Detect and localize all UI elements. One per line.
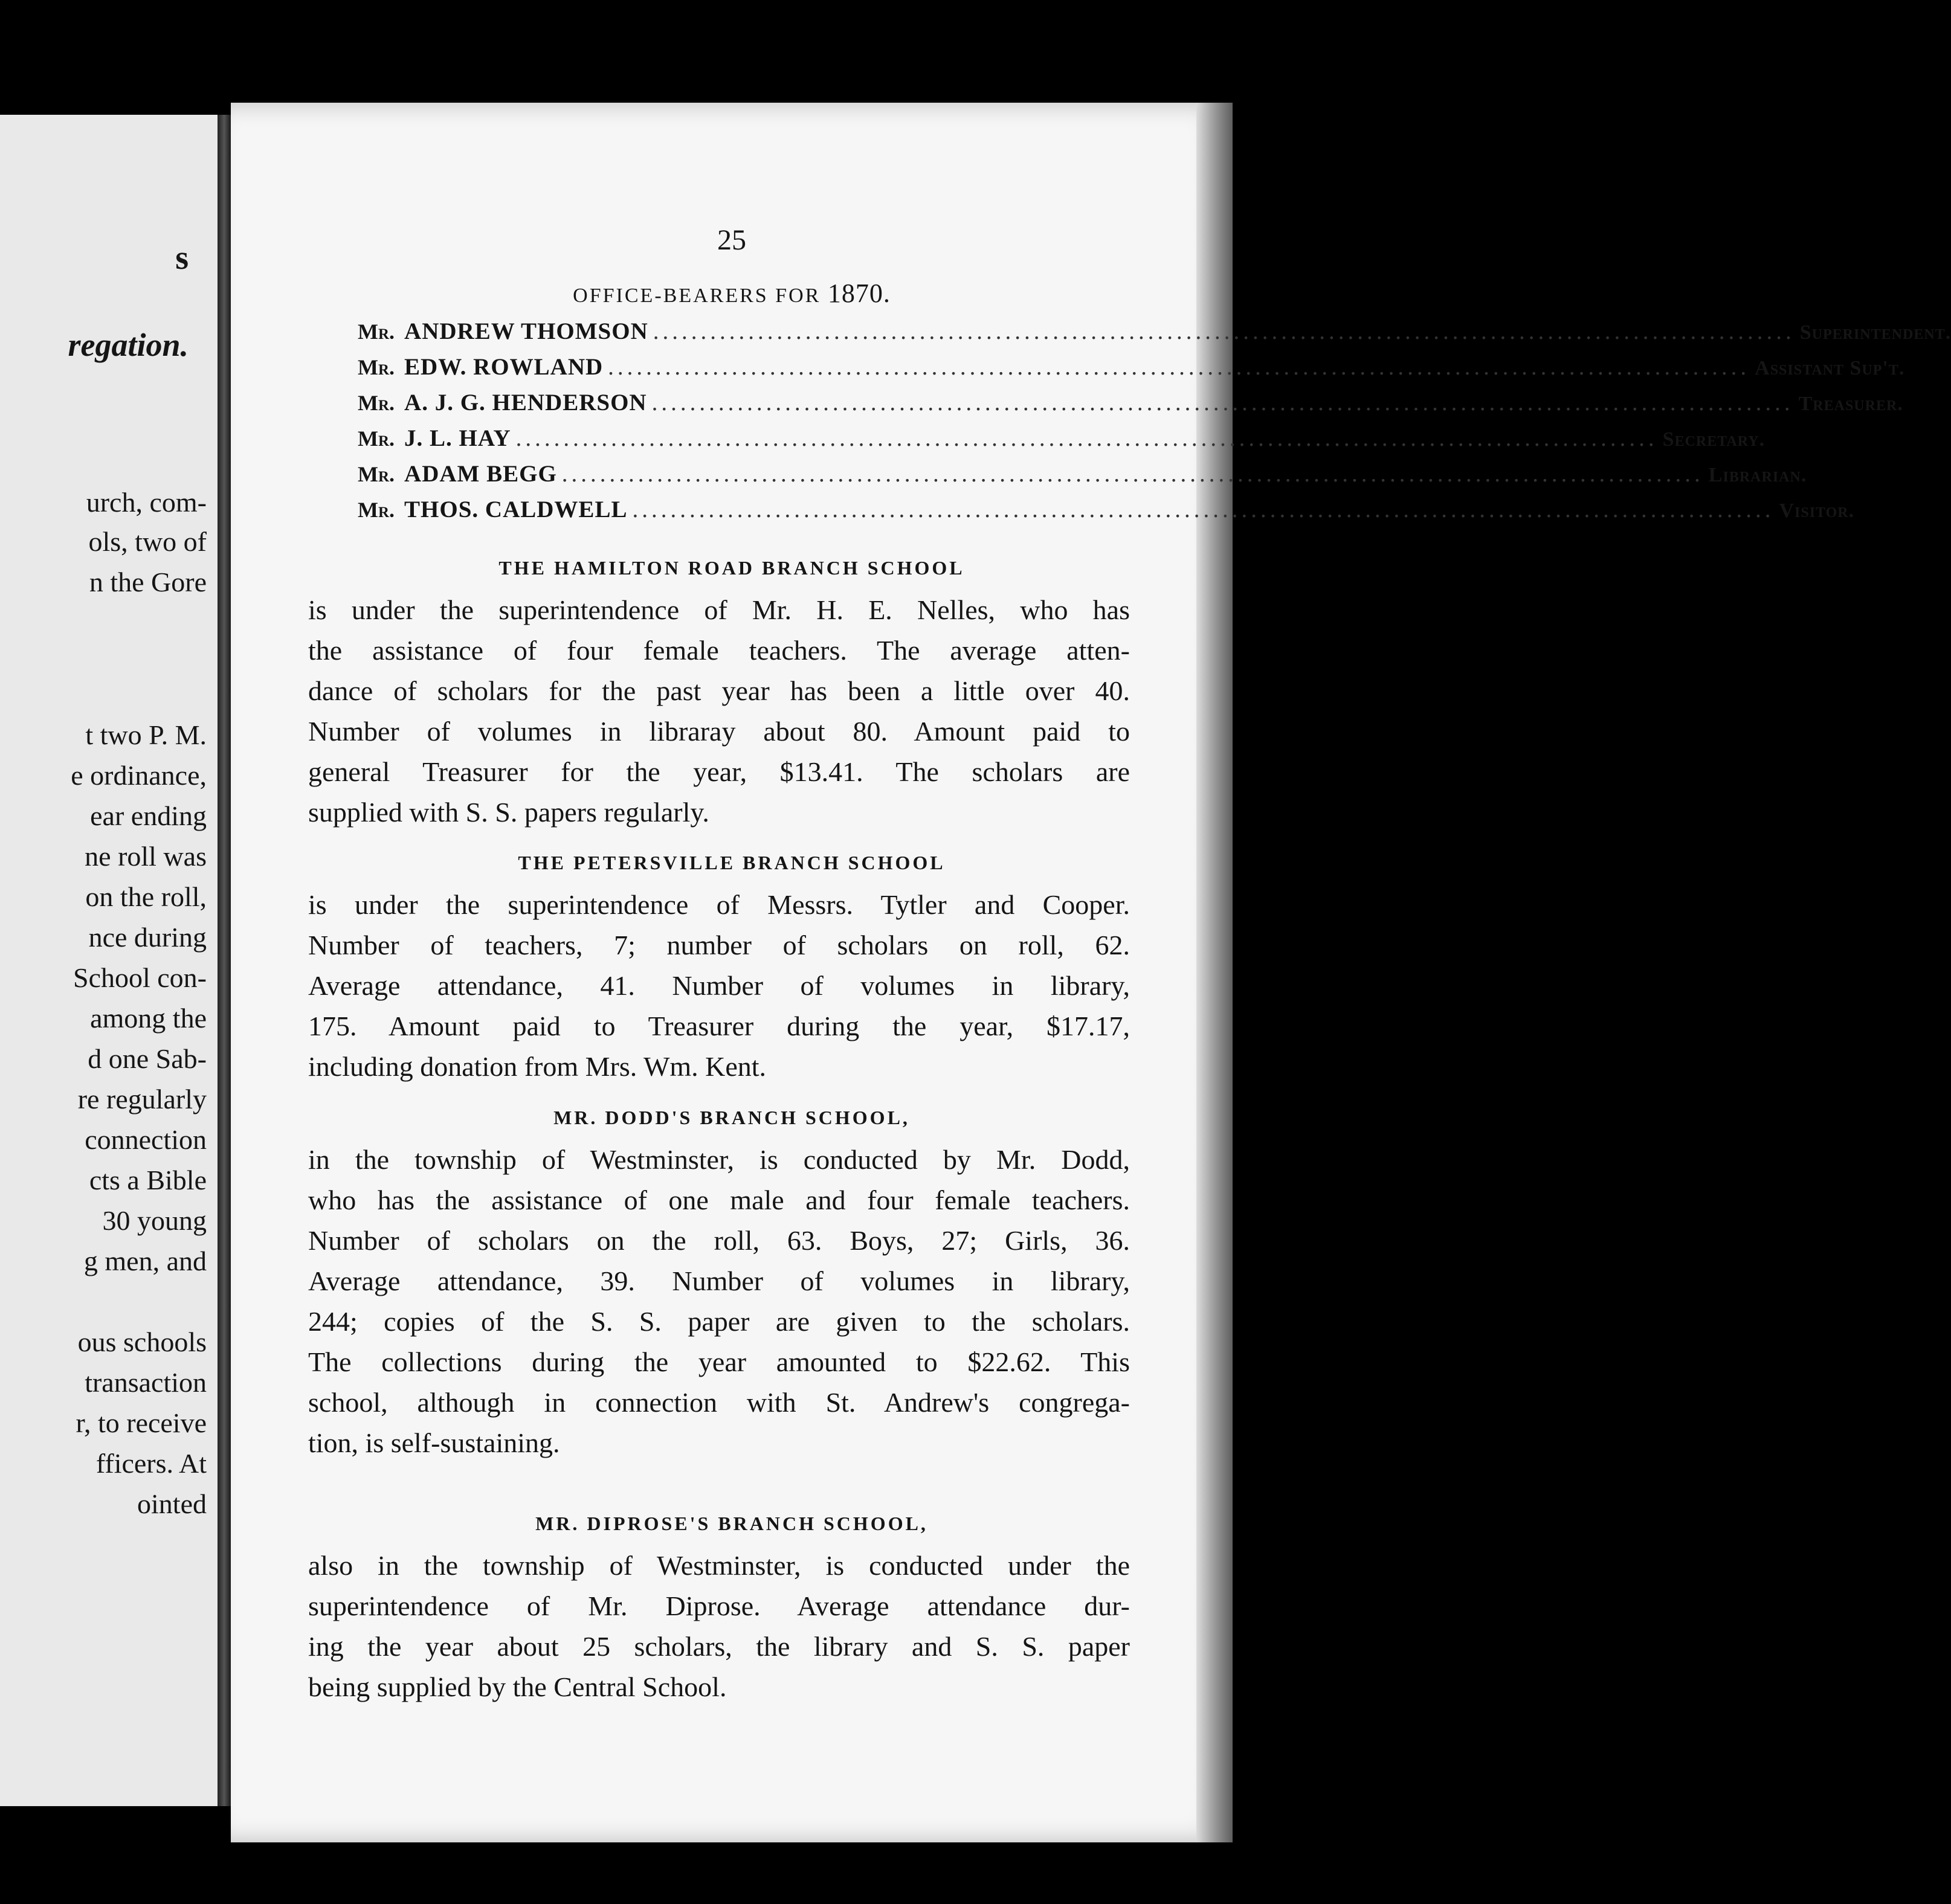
officer-title: Mr. [358,320,395,344]
office-heading-year: 1870. [827,278,891,308]
officer-title: Mr. [358,462,395,486]
paragraph-line: including donation from Mrs. Wm. Kent. [308,1051,767,1082]
officer-title: Mr. [358,355,395,379]
left-page-fragment: g men, and [83,1246,207,1276]
left-page-fragment: cts a Bible [89,1165,207,1195]
paragraph-line: 175. Amount paid to Treasurer during the year, $17.17, [308,1011,1130,1041]
section-paragraph [308,1139,1130,1463]
paragraph-line: in the township of Westminster, is conducted by Mr. Dodd, [308,1144,1130,1175]
section-heading: MR. DIPROSE'S BRANCH SCHOOL, [535,1513,928,1534]
officer-row [358,318,1951,353]
left-page-fragment: ous schools [77,1327,207,1357]
left-page-fragment: n the Gore [89,567,207,597]
officer-row [358,460,1807,496]
dot-leader: ........................................................................................................................ [651,390,1794,416]
officers-list [358,318,1951,532]
left-page-fragment: ointed [137,1488,207,1519]
section-heading: THE PETERSVILLE BRANCH SCHOOL [518,852,946,873]
officer-role: Treasurer. [1798,393,1903,415]
officer-name: J. L. HAY [404,425,511,451]
left-page-fragment: School con- [73,962,207,993]
left-page-fragment: connection [85,1124,207,1155]
paragraph-line: ing the year about 25 scholars, the library and S. S. paper [308,1631,1130,1662]
dot-leader: ........................................................................................................................ [515,425,1658,451]
paragraph-line: also in the township of Westminster, is conducted under the [308,1550,1130,1581]
officer-row [358,496,1855,532]
paragraph-line: is under the superintendence of Messrs. Tytler and Cooper. [308,889,1130,920]
left-facing-page [0,115,225,1806]
section-paragraph [308,590,1130,832]
dot-leader: ........................................................................................................................ [561,461,1704,487]
left-page-fragment: t two P. M. [85,719,207,750]
officer-title: Mr. [358,391,395,415]
officer-title: Mr. [358,426,395,451]
left-page-fragment: urch, com- [86,487,207,518]
paragraph-line: 244; copies of the S. S. paper are given to the scholars. [308,1306,1130,1337]
left-page-fragment: on the roll, [85,881,207,912]
officer-name: ADAM BEGG [404,461,557,487]
office-bearers-heading [231,278,1233,309]
paragraph-line: tion, is self-sustaining. [308,1427,560,1458]
paragraph-line: Number of scholars on the roll, 63. Boys, 27; Girls, 36. [308,1225,1130,1256]
paragraph-line: school, although in connection with St. Andrew's congrega- [308,1387,1130,1418]
left-page-fragment: re regularly [77,1084,207,1114]
left-page-fragment: ols, two of [88,526,207,557]
right-page [231,103,1951,1842]
left-page-fragment: 30 young [102,1205,207,1236]
paragraph-line: The collections during the year amounted to $22.62. This [308,1346,1130,1377]
paragraph-line: Number of volumes in libraray about 80. Amount paid to [308,716,1130,747]
officer-role: Librarian. [1708,464,1807,486]
paragraph-line: superintendence of Mr. Diprose. Average attendance dur- [308,1590,1130,1621]
paragraph-line: Average attendance, 39. Number of volumes in library, [308,1266,1130,1296]
section-paragraph [308,884,1130,1087]
paragraph-line: supplied with S. S. papers regularly. [308,797,709,828]
paragraph-line: being supplied by the Central School. [308,1671,727,1702]
left-page-fragment: e ordinance, [71,760,207,791]
left-page-fragment: ear ending [90,800,207,831]
page-number: 25 [717,224,746,256]
officer-role: Assistant Sup't. [1755,357,1905,379]
left-page-fragment: fficers. At [95,1448,207,1479]
left-page-fragment: d one Sab- [88,1043,207,1074]
officer-name: THOS. CALDWELL [404,497,628,523]
officer-role: Superintendent. [1799,321,1951,344]
officer-name: ANDREW THOMSON [404,318,648,344]
officer-name: EDW. ROWLAND [404,354,604,380]
dot-leader: ........................................................................................................................ [653,318,1795,344]
left-page-fragment: r, to receive [76,1407,207,1438]
paragraph-line: Average attendance, 41. Number of volumes in library, [308,970,1130,1001]
officer-row [358,389,1903,425]
section-heading: THE HAMILTON ROAD BRANCH SCHOOL [498,557,965,579]
officer-row [358,353,1905,389]
left-page-fragment: ne roll was [85,841,207,872]
left-page-fragment: s [175,239,189,277]
book-gutter [218,115,231,1806]
officer-title: Mr. [358,498,395,522]
section-paragraph [308,1545,1130,1707]
officer-role: Visitor. [1779,500,1855,522]
left-page-fragment: among the [90,1003,207,1034]
officer-name: A. J. G. HENDERSON [404,390,647,416]
paragraph-line: is under the superintendence of Mr. H. E. Nelles, who has [308,594,1130,625]
left-page-fragment: transaction [85,1367,207,1398]
paragraph-line: who has the assistance of one male and four female teachers. [308,1185,1130,1215]
left-page-fragment: regation. [68,327,189,363]
section-heading: MR. DODD'S BRANCH SCHOOL, [553,1107,910,1128]
paragraph-line: Number of teachers, 7; number of scholars on roll, 62. [308,930,1130,960]
paragraph-line: general Treasurer for the year, $13.41. The scholars are [308,756,1130,787]
left-page-fragment: nce during [88,922,207,953]
dot-leader: ........................................................................................................................ [632,497,1775,523]
paragraph-line: the assistance of four female teachers. The average atten- [308,635,1130,666]
officer-role: Secretary. [1662,428,1766,451]
paragraph-line: dance of scholars for the past year has been a little over 40. [308,675,1130,706]
dot-leader: ........................................................................................................................ [608,354,1750,380]
officer-row [358,425,1766,460]
office-heading-text: OFFICE-BEARERS FOR [573,285,821,307]
